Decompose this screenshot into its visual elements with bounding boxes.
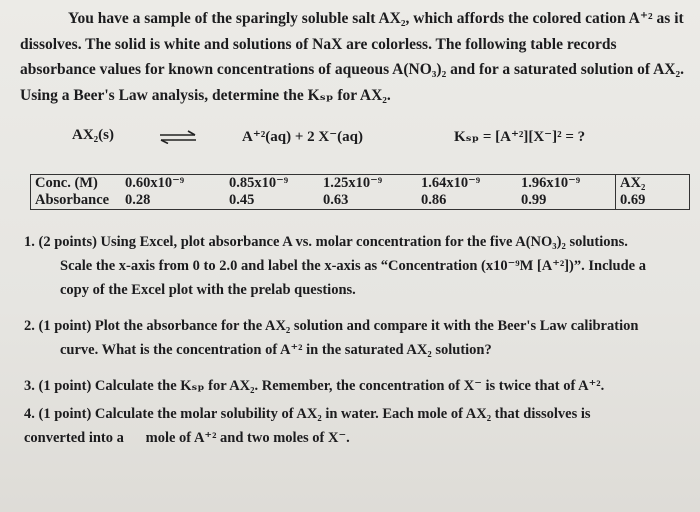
question-4-line-1: 4. (1 point) Calculate the molar solubility of AX₂ in water. Each mole of AX₂ that dissolves is: [24, 406, 591, 422]
intro-line-4: Using a Beer's Law analysis, determine the Kₛₚ for AX₂.: [20, 86, 391, 104]
abs-cell: 0.99: [517, 192, 616, 210]
equilibrium-equation: [0, 127, 700, 149]
conc-cell: 1.25x10⁻⁹: [319, 175, 417, 193]
question-1-line-1: 1. (2 points) Using Excel, plot absorbance A vs. molar concentration for the five A(NO₃)₂ solutions.: [24, 234, 628, 250]
question-4: [24, 402, 694, 450]
conc-cell: 1.96x10⁻⁹: [517, 175, 616, 193]
question-1-line-2: Scale the x-axis from 0 to 2.0 and label the x-axis as “Concentration (x10⁻⁹M [A⁺²])”. Include a: [60, 258, 646, 274]
sample-abs: 0.69: [616, 192, 690, 210]
intro-line-3: absorbance values for known concentrations of aqueous A(NO₃)₂ and for a saturated solution of AX₂.: [20, 61, 684, 78]
equation-reactant: AX₂(s): [72, 127, 114, 143]
intro-line-2: dissolves. The solid is white and solutions of NaX are colorless. The following table records: [20, 35, 617, 53]
intro-paragraph: [20, 6, 696, 108]
conc-cell: 0.85x10⁻⁹: [225, 175, 319, 193]
question-2-line-2: curve. What is the concentration of A⁺² in the saturated AX₂ solution?: [60, 342, 492, 358]
table-row-absorbance: [31, 192, 690, 210]
question-2-line-1: 2. (1 point) Plot the absorbance for the AX₂ solution and compare it with the Beer's Law calibration: [24, 318, 639, 334]
conc-cell: 0.60x10⁻⁹: [121, 175, 225, 193]
conc-cell: 1.64x10⁻⁹: [417, 175, 517, 193]
equation-products: A⁺²(aq) + 2 X⁻(aq): [242, 129, 363, 145]
absorbance-table: [30, 174, 690, 210]
ksp-expression: Kₛₚ = [A⁺²][X⁻]² = ?: [454, 129, 586, 145]
sample-label: AX₂: [616, 175, 690, 193]
question-2: [24, 314, 694, 362]
question-1-line-3: copy of the Excel plot with the prelab questions.: [60, 282, 356, 298]
table-row-concentration: [31, 175, 690, 193]
abs-cell: 0.45: [225, 192, 319, 210]
question-3: [24, 374, 694, 398]
abs-label: Absorbance: [31, 192, 122, 210]
abs-cell: 0.86: [417, 192, 517, 210]
abs-cell: 0.63: [319, 192, 417, 210]
question-3-line-1: 3. (1 point) Calculate the Kₛₚ for AX₂. Remember, the concentration of X⁻ is twice that of A⁺².: [24, 378, 605, 394]
equilibrium-arrow-icon: [158, 130, 198, 144]
conc-label: Conc. (M): [31, 175, 122, 193]
abs-cell: 0.28: [121, 192, 225, 210]
intro-line-1: You have a sample of the sparingly soluble salt AX₂, which affords the colored cation A⁺² as it: [68, 10, 684, 27]
question-4-line-2: converted into a mole of A⁺² and two moles of X⁻.: [24, 430, 350, 446]
question-1: [24, 230, 694, 302]
